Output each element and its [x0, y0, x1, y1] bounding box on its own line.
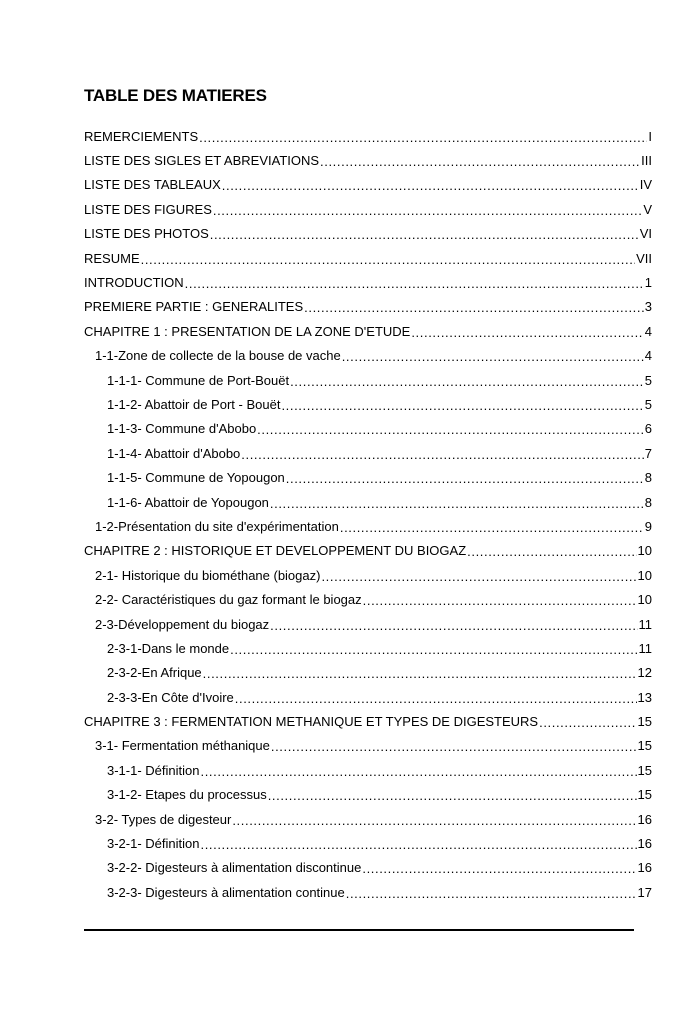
dot-leader — [203, 666, 637, 681]
dot-leader — [270, 618, 637, 633]
toc-entry-page-number: VI — [639, 226, 652, 242]
toc-entry[interactable] — [84, 514, 652, 538]
toc-entry-page-number: 3 — [644, 299, 652, 315]
dot-leader — [268, 788, 637, 803]
toc-entry-page-number: 7 — [644, 445, 652, 461]
dot-leader — [230, 642, 637, 657]
toc-entry-label: 1-1-6- Abattoir de Yopougon — [107, 494, 269, 510]
dot-leader — [411, 325, 643, 340]
toc-entry-page-number: 11 — [638, 616, 652, 632]
toc-entry-label: 3-2-2- Digesteurs à alimentation discontinue — [107, 860, 362, 876]
toc-entry[interactable] — [84, 758, 652, 782]
toc-entry-label: 3-1- Fermentation méthanique — [95, 738, 270, 754]
toc-entry[interactable] — [84, 148, 652, 172]
toc-entry[interactable] — [84, 173, 652, 197]
footer-rule — [84, 929, 634, 931]
toc-entry[interactable] — [84, 222, 652, 246]
toc-entry-page-number: 9 — [644, 518, 652, 534]
dot-leader — [141, 252, 635, 267]
toc-entry-label: 3-1-2- Etapes du processus — [107, 787, 267, 803]
toc-entry-page-number: IV — [639, 177, 652, 193]
toc-entry-label: 1-1-5- Commune de Yopougon — [107, 470, 285, 486]
dot-leader — [290, 374, 644, 389]
toc-entry[interactable] — [84, 539, 652, 563]
toc-entry[interactable] — [84, 636, 652, 660]
toc-entry-label: 3-2-3- Digesteurs à alimentation continue — [107, 884, 345, 900]
toc-entry[interactable] — [84, 685, 652, 709]
dot-leader — [320, 154, 640, 169]
toc-entry-page-number: 15 — [637, 762, 652, 778]
dot-leader — [362, 861, 636, 876]
toc-entry[interactable] — [84, 417, 652, 441]
toc-entry[interactable] — [84, 880, 652, 904]
toc-entry-label: LISTE DES PHOTOS — [84, 226, 209, 242]
dot-leader — [281, 398, 643, 413]
dot-leader — [340, 520, 644, 535]
toc-entry-page-number: 4 — [644, 323, 652, 339]
toc-entry-page-number: 10 — [637, 567, 652, 583]
toc-entry[interactable] — [84, 783, 652, 807]
toc-entry[interactable] — [84, 465, 652, 489]
toc-entry-page-number: 4 — [644, 348, 652, 364]
dot-leader — [539, 715, 636, 730]
toc-entry-page-number: V — [643, 201, 652, 217]
toc-entry-label: 1-1-Zone de collecte de la bouse de vache — [95, 348, 341, 364]
toc-entry-page-number: III — [641, 153, 652, 169]
dot-leader — [210, 227, 639, 242]
dot-leader — [201, 764, 637, 779]
toc-entry-label: 2-3-1-Dans le monde — [107, 640, 230, 656]
dot-leader — [185, 276, 644, 291]
toc-entry-page-number: VII — [636, 250, 652, 266]
dot-leader — [271, 739, 637, 754]
dot-leader — [321, 569, 636, 584]
toc-entry-page-number: 15 — [637, 714, 652, 730]
toc-entry-label: 1-1-3- Commune d'Abobo — [107, 421, 257, 437]
toc-entry[interactable] — [84, 270, 652, 294]
toc-entry-label: 2-2- Caractéristiques du gaz formant le biogaz — [95, 592, 362, 608]
toc-entry-page-number: 15 — [637, 738, 652, 754]
toc-entry-page-number: 16 — [637, 836, 652, 852]
toc-entry[interactable] — [84, 612, 652, 636]
toc-entry-page-number: 11 — [638, 640, 652, 656]
toc-entry-page-number: 5 — [644, 396, 652, 412]
toc-entry-label: 1-2-Présentation du site d'expérimentation — [95, 518, 339, 534]
toc-entry-page-number: 10 — [637, 543, 652, 559]
toc-entry-label: PREMIERE PARTIE : GENERALITES — [84, 299, 304, 315]
toc-entry-page-number: 8 — [644, 470, 652, 486]
toc-entry[interactable] — [84, 661, 652, 685]
toc-entry[interactable] — [84, 490, 652, 514]
dot-leader — [342, 349, 644, 364]
toc-entry[interactable] — [84, 831, 652, 855]
toc-entry-label: 3-2- Types de digesteur — [95, 811, 232, 827]
toc-entry[interactable] — [84, 319, 652, 343]
toc-entry[interactable] — [84, 392, 652, 416]
toc-entry-label: INTRODUCTION — [84, 275, 184, 291]
dot-leader — [232, 813, 636, 828]
toc-entry-label: 1-1-4- Abattoir d'Abobo — [107, 445, 241, 461]
toc-entry[interactable] — [84, 441, 652, 465]
dot-leader — [270, 496, 644, 511]
toc-entry[interactable] — [84, 295, 652, 319]
dot-leader — [467, 544, 636, 559]
toc-entry-label: CHAPITRE 1 : PRESENTATION DE LA ZONE D'ETUDE — [84, 323, 411, 339]
toc-entry[interactable] — [84, 124, 652, 148]
toc-entry-label: LISTE DES SIGLES ET ABREVIATIONS — [84, 153, 320, 169]
toc-entry[interactable] — [84, 344, 652, 368]
toc-entry-label: 3-2-1- Définition — [107, 836, 200, 852]
toc-entry-page-number: 6 — [644, 421, 652, 437]
toc-entry[interactable] — [84, 197, 652, 221]
toc-entry[interactable] — [84, 563, 652, 587]
dot-leader — [235, 691, 637, 706]
toc-entry-page-number: 17 — [637, 884, 652, 900]
dot-leader — [304, 300, 644, 315]
toc-entry-label: LISTE DES FIGURES — [84, 201, 212, 217]
toc-entry[interactable] — [84, 368, 652, 392]
toc-entry-label: 2-1- Historique du biométhane (biogaz) — [95, 567, 321, 583]
toc-entry-page-number: 13 — [637, 689, 652, 705]
toc-entry-page-number: 16 — [637, 811, 652, 827]
toc-entry-page-number: 15 — [637, 787, 652, 803]
dot-leader — [222, 178, 639, 193]
toc-entry-label: REMERCIEMENTS — [84, 128, 199, 144]
toc-entry-label: CHAPITRE 3 : FERMENTATION METHANIQUE ET TYPES DE DIGESTEURS — [84, 714, 539, 730]
toc-entry-label: LISTE DES TABLEAUX — [84, 177, 221, 193]
toc-entry-page-number: 10 — [637, 592, 652, 608]
toc-entry-label: 1-1-1- Commune de Port-Bouët — [107, 372, 290, 388]
toc-entry-label: CHAPITRE 2 : HISTORIQUE ET DEVELOPPEMENT DU BIOGAZ — [84, 543, 467, 559]
toc-entry[interactable] — [84, 734, 652, 758]
toc-entry-page-number: I — [648, 128, 652, 144]
dot-leader — [286, 471, 644, 486]
dot-leader — [257, 422, 644, 437]
table-of-contents — [84, 124, 652, 905]
toc-entry-label: 2-3-Développement du biogaz — [95, 616, 270, 632]
toc-entry-label: 2-3-3-En Côte d'Ivoire — [107, 689, 234, 705]
toc-entry-label: 1-1-2- Abattoir de Port - Bouët — [107, 396, 281, 412]
toc-entry-page-number: 1 — [644, 275, 652, 291]
dot-leader — [241, 447, 643, 462]
toc-entry[interactable] — [84, 246, 652, 270]
toc-entry[interactable] — [84, 807, 652, 831]
toc-entry[interactable] — [84, 709, 652, 733]
page-title: TABLE DES MATIERES — [84, 86, 267, 105]
toc-entry-label: 3-1-1- Définition — [107, 762, 200, 778]
dot-leader — [346, 886, 637, 901]
toc-entry-page-number: 12 — [637, 665, 652, 681]
dot-leader — [213, 203, 642, 218]
toc-entry-page-number: 5 — [644, 372, 652, 388]
dot-leader — [199, 130, 647, 145]
toc-entry-label: 2-3-2-En Afrique — [107, 665, 202, 681]
dot-leader — [363, 593, 637, 608]
toc-entry-page-number: 8 — [644, 494, 652, 510]
dot-leader — [201, 837, 637, 852]
toc-entry-page-number: 16 — [637, 860, 652, 876]
toc-entry[interactable] — [84, 587, 652, 611]
toc-entry[interactable] — [84, 856, 652, 880]
toc-entry-label: RESUME — [84, 250, 140, 266]
